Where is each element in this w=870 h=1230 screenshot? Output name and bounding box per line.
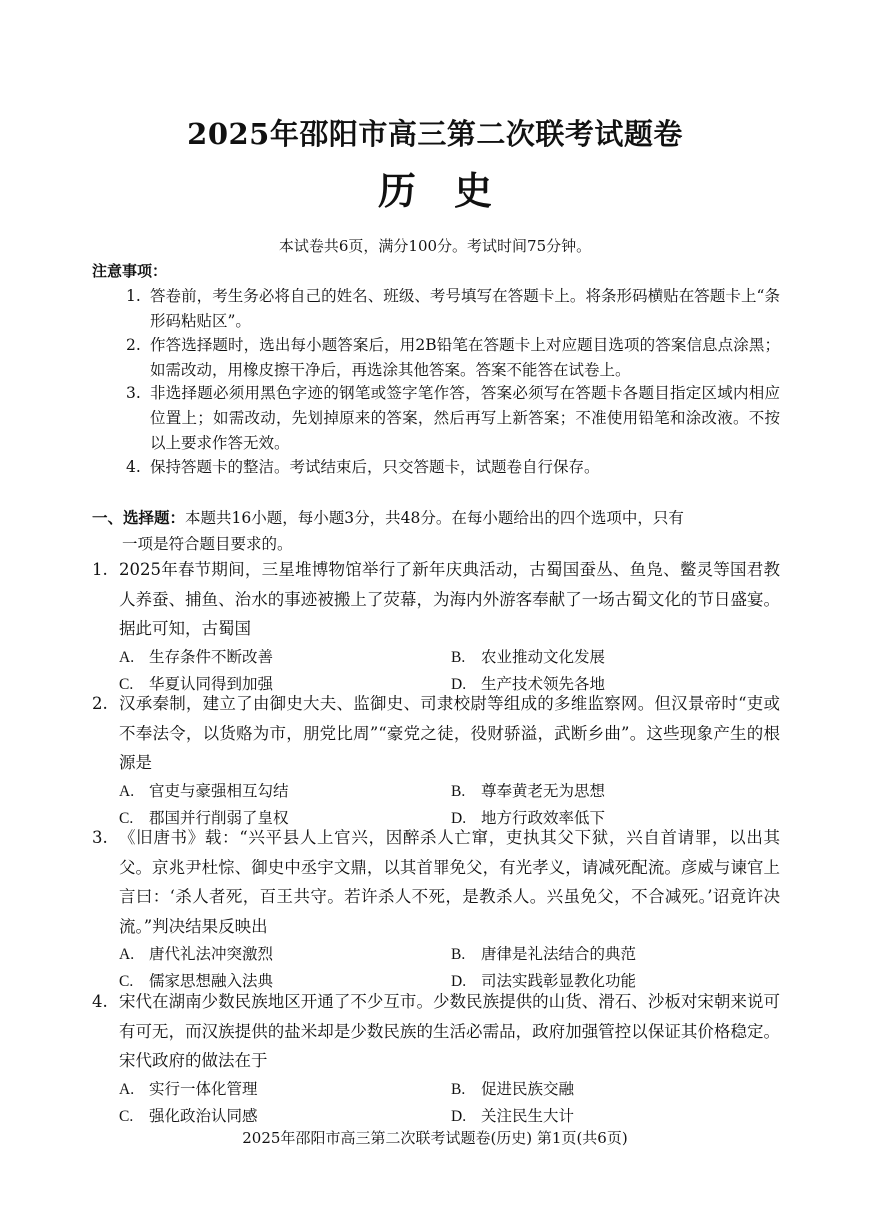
option-letter: C. xyxy=(119,809,134,827)
option-letter: B. xyxy=(451,648,466,666)
option-letter: D. xyxy=(451,973,467,990)
notice-item-number: 4. xyxy=(126,458,141,476)
question-text: 《旧唐书》载：“兴平县人上官兴，因醉杀人亡窜，吏执其父下狱，兴自首请罪，以出其父。京兆尹杜悰、御史中丞宇文鼎，以其首罪免父，有光孝义，请减死配流。彦威与谏官上言曰：‘杀人者死，百王共守。若许杀人不死，是教杀人。兴虽免父，不合减死。’诏竟许决流。”判决结果反映出 xyxy=(119,828,780,936)
question-stem xyxy=(92,689,780,778)
notice-item xyxy=(126,455,780,480)
notice-item xyxy=(126,284,780,334)
notice-item-text: 保持答题卡的整洁。考试结束后，只交答题卡，试题卷自行保存。 xyxy=(150,458,600,476)
question-text: 宋代在湖南少数民族地区开通了不少互市。少数民族提供的山货、滑石、沙板对宋朝来说可有可无，而汉族提供的盐米却是少数民族的生活必需品，政府加强管控以保证其价格稳定。宋代政府的做法在于 xyxy=(119,992,780,1070)
option-text: 华夏认同得到加强 xyxy=(149,674,274,693)
option-letter: D. xyxy=(451,675,467,693)
option-a xyxy=(119,941,449,968)
question-number: 2. xyxy=(92,694,108,713)
question-text: 2025年春节期间，三星堆博物馆举行了新年庆典活动，古蜀国蚕丛、鱼凫、鳖灵等国君教人养蚕、捕鱼、治水的事迹被搬上了荧幕，为海内外游客奉献了一场古蜀文化的节日盛宴。据此可知，古蜀国 xyxy=(119,560,780,638)
option-a xyxy=(119,778,449,805)
option-letter: B. xyxy=(451,1080,466,1098)
question-4 xyxy=(92,987,780,1130)
notice-item-text: 非选择题必须用黑色字迹的钢笔或签字笔作答，答案必须写在答题卡各题目指定区域内相应位置上；如需改动，先划掉原来的答案，然后再写上新答案；不准使用铅笔和涂改液。不按以上要求作答无效。 xyxy=(150,384,780,452)
option-b xyxy=(451,941,781,968)
section-lead: 一、选择题： xyxy=(92,509,186,527)
page-footer: 2025年邵阳市高三第二次联考试题卷(历史) 第1页(共6页) xyxy=(242,1129,628,1147)
options xyxy=(92,1076,780,1130)
option-text: 官吏与豪强相互勾结 xyxy=(149,781,289,800)
question-text: 汉承秦制，建立了由御史大夫、监御史、司隶校尉等组成的多维监察网。但汉景帝时“吏或不奉法令，以货赂为市，朋党比周”“豪党之徒，役财骄溢，武断乡曲”。这些现象产生的根源是 xyxy=(119,694,780,772)
option-letter: C. xyxy=(119,973,134,990)
section-text: 本题共16小题，每小题3分，共48分。在每小题给出的四个选项中，只有 xyxy=(185,509,684,527)
option-text: 强化政治认同感 xyxy=(149,1106,258,1125)
option-text: 唐代礼法冲突激烈 xyxy=(149,945,274,963)
notice-item-text: 作答选择题时，选出每小题答案后，用2B铅笔在答题卡上对应题目选项的答案信息点涂黑；如需改动，用橡皮擦干净后，再选涂其他答案。答案不能答在试卷上。 xyxy=(150,336,780,379)
question-stem xyxy=(92,823,780,941)
option-letter: A. xyxy=(119,1080,135,1098)
notice-item-number: 2. xyxy=(126,336,141,354)
option-letter: A. xyxy=(119,648,135,666)
notice-item-number: 1. xyxy=(126,287,141,305)
paper-info: 本试卷共6页，满分100分。考试时间75分钟。 xyxy=(278,237,592,255)
question-2 xyxy=(92,689,780,832)
option-b xyxy=(451,1076,781,1103)
option-text: 儒家思想融入法典 xyxy=(149,972,274,990)
option-letter: D. xyxy=(451,809,467,827)
option-text: 关注民生大计 xyxy=(481,1106,575,1125)
option-a xyxy=(119,644,449,671)
option-letter: A. xyxy=(119,946,135,963)
notice-item-number: 3. xyxy=(126,384,141,402)
option-b xyxy=(451,778,781,805)
option-letter: C. xyxy=(119,675,134,693)
option-text: 唐律是礼法结合的典范 xyxy=(481,945,637,963)
option-text: 农业推动文化发展 xyxy=(481,647,606,666)
section-heading xyxy=(92,505,780,557)
option-text: 促进民族交融 xyxy=(481,1079,575,1098)
question-3 xyxy=(92,823,780,995)
option-text: 地方行政效率低下 xyxy=(481,808,606,827)
notice-item xyxy=(126,333,780,383)
question-number: 4. xyxy=(92,992,108,1011)
question-stem xyxy=(92,555,780,644)
option-text: 实行一体化管理 xyxy=(149,1079,258,1098)
notice-item xyxy=(126,381,780,456)
question-number: 3. xyxy=(92,828,108,847)
option-text: 生存条件不断改善 xyxy=(149,647,274,666)
notice-item-text: 答卷前，考生务必将自己的姓名、班级、考号填写在答题卡上。将条形码横贴在答题卡上“条形码粘贴区”。 xyxy=(150,287,780,330)
option-b xyxy=(451,644,781,671)
section-text-continued: 一项是符合题目要求的。 xyxy=(122,535,293,553)
question-1 xyxy=(92,555,780,698)
option-d xyxy=(451,1103,781,1130)
exam-title: 2025年邵阳市高三第二次联考试题卷 xyxy=(187,117,683,151)
option-text: 尊奉黄老无为思想 xyxy=(481,781,606,800)
option-letter: A. xyxy=(119,782,135,800)
question-stem xyxy=(92,987,780,1076)
notice-heading: 注意事项： xyxy=(92,262,168,280)
option-letter: D. xyxy=(451,1107,467,1125)
option-a xyxy=(119,1076,449,1103)
option-letter: B. xyxy=(451,946,466,963)
option-c xyxy=(119,1103,449,1130)
subject-title: 历史 xyxy=(377,168,530,213)
question-number: 1. xyxy=(92,560,108,579)
option-letter: B. xyxy=(451,782,466,800)
option-text: 郡国并行削弱了皇权 xyxy=(149,808,289,827)
option-letter: C. xyxy=(119,1107,134,1125)
option-text: 生产技术领先各地 xyxy=(481,674,606,693)
option-text: 司法实践彰显教化功能 xyxy=(481,972,637,990)
